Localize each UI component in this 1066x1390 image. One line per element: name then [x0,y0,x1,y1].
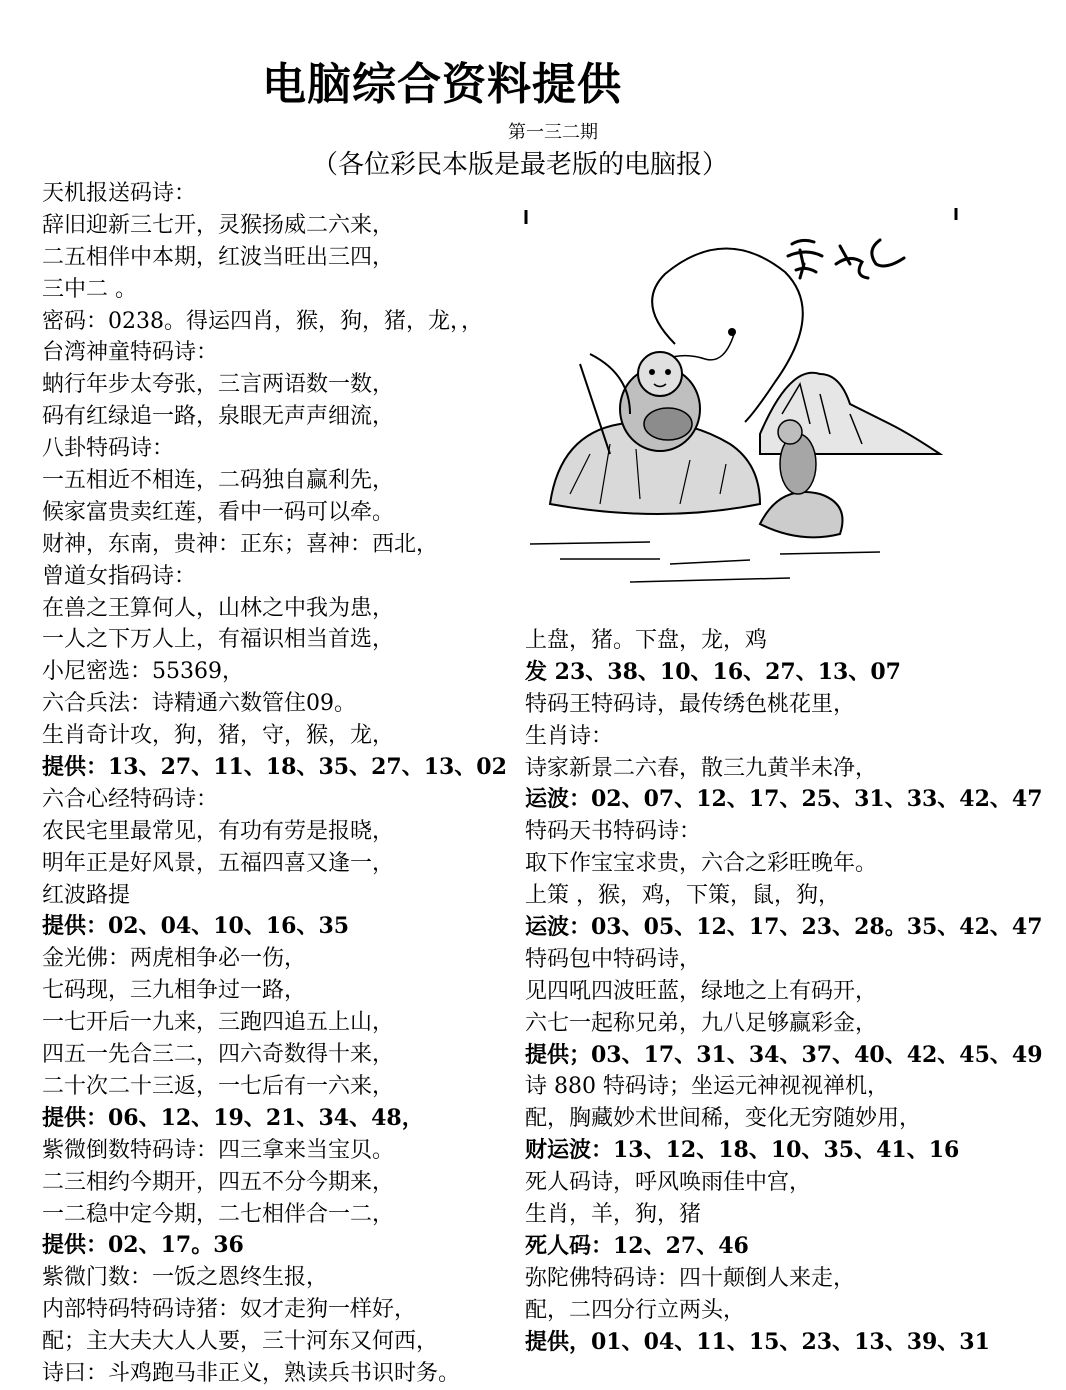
text-line: 辞旧迎新三七开，灵猴扬威二六来， [42,212,395,238]
numbers-line: 提供：13、27、11、18、35、27、13、02 [42,754,507,781]
text-line: 一七开后一九来，三跑四追五上山， [42,1010,395,1036]
text-line: 弥陀佛特码诗：四十颠倒人来走， [525,1265,856,1291]
numbers-line: 财运波：13、12、18、10、35、41、16 [525,1137,960,1164]
numbers-line: 运波：03、05、12、17、23、28。35、42、47 [525,914,1043,941]
numbers-line: 提供；03、17、31、34、37、40、42、45、49 [525,1041,1043,1068]
text-line: 六七一起称兄弟，九八足够赢彩金， [525,1010,878,1036]
text-line: 农民宅里最常见，有功有劳是报晓， [42,818,395,844]
text-line: 配，胸藏妙术世间稀，变化无穷随妙用， [525,1106,922,1132]
text-line: 生肖奇计攻，狗，猪，守，猴，龙， [42,723,395,749]
text-line: 候家富贵卖红莲，看中一码可以牵。 [42,499,395,525]
text-line: 小尼密选：55369， [42,659,244,685]
text-line: 一五相近不相连，二码独自赢利先， [42,468,395,494]
text-line: 生肖，羊，狗，猪 [525,1202,702,1228]
text-line: 取下作宝宝求贵，六合之彩旺晚年。 [525,851,878,877]
text-line: 见四吼四波旺蓝，绿地之上有码开， [525,978,878,1004]
text-line: 四五一先合三二，四六奇数得十来， [42,1042,395,1068]
text-line: 紫微倒数特码诗：四三拿来当宝贝。 [42,1137,395,1163]
numbers-line: 提供：06、12、19、21、34、48， [42,1104,424,1131]
text-line: 诗家新景二六春，散三九黄半未净， [525,755,878,781]
text-line: 明年正是好风景，五福四喜又逢一， [42,850,395,876]
numbers-line: 提供，01、04、11、15、23、13、39、31 [525,1328,990,1355]
left-column [42,178,507,1390]
text-line: 六合心经特码诗： [42,786,219,812]
monkey-on-rock-sketch-icon [520,204,960,594]
text-line: 蚋行年步太夸张，三言两语数一数， [42,372,395,398]
text-line: 一人之下万人上，有福识相当首选， [42,627,395,653]
text-line: 二五相伴中本期，红波当旺出三四， [42,244,395,270]
text-line: 密码：0238。得运四肖，猴，狗，猪，龙，， [42,308,483,334]
text-line: 诗 880 特码诗；坐运元神视视禅机， [525,1074,889,1100]
text-line: 码有红绿追一路，泉眼无声声细流， [42,404,395,430]
text-line: 金光佛：两虎相争必一伤， [42,946,307,972]
text-line: 内部特码特码诗猪：奴才走狗一样好， [42,1297,417,1323]
text-line: 二十次二十三返，一七后有一六来， [42,1073,395,1099]
text-line: 六合兵法：诗精通六数管住09。 [42,691,356,717]
text-line: 台湾神童特码诗： [42,340,219,366]
text-line: 配，二四分行立两头， [525,1297,746,1323]
text-line: 在兽之王算何人，山林之中我为患， [42,595,395,621]
text-line: 上盘，猪。下盘，龙，鸡 [525,628,768,653]
text-line: 八卦特码诗： [42,436,175,462]
right-column [525,625,1043,1358]
text-line: 特码天书特码诗： [525,819,702,845]
numbers-line: 提供：02、04、10、16、35 [42,913,350,940]
text-line: 诗曰：斗鸡跑马非正义，熟读兵书识时务。 [42,1360,461,1386]
text-line: 天机报送码诗： [42,181,197,206]
numbers-line: 提供：02、17。36 [42,1232,244,1259]
text-line: 曾道女指码诗： [42,563,197,589]
signature-mark [788,240,904,278]
page-subtitle: （各位彩民本版是最老版的电脑报） [312,150,729,180]
text-line: 二三相约今期开，四五不分今期来， [42,1169,395,1195]
text-line: 特码王特码诗，最传绣色桃花里， [525,691,856,717]
text-line: 三中二 。 [42,276,137,302]
text-line: 生肖诗： [525,723,614,749]
text-line: 特码包中特码诗， [525,946,702,972]
page-title: 电脑综合资料提供 [262,59,622,110]
text-line: 配；主大夫大人人要，三十河东又何西， [42,1329,439,1355]
text-line: 紫微门数：一饭之恩终生报， [42,1265,329,1291]
text-line: 一二稳中定今期，二七相伴合一二， [42,1201,395,1227]
text-line: 上策 ，猴，鸡，下策，鼠，狗， [525,883,840,909]
text-line: 七码现，三九相争过一路， [42,978,307,1004]
numbers-line: 运波：02、07、12、17、25、31、33、42、47 [525,786,1043,813]
text-line: 死人码诗，呼风唤雨佳中宫， [525,1170,812,1196]
issue-number: 第一三二期 [508,122,598,143]
numbers-line: 死人码：12、27、46 [525,1232,749,1259]
text-line: 红波路提 [42,882,131,908]
numbers-line: 发 23、38、10、16、27、13、07 [525,658,901,685]
text-line: 财神，东南，贵神：正东；喜神：西北， [42,531,439,557]
